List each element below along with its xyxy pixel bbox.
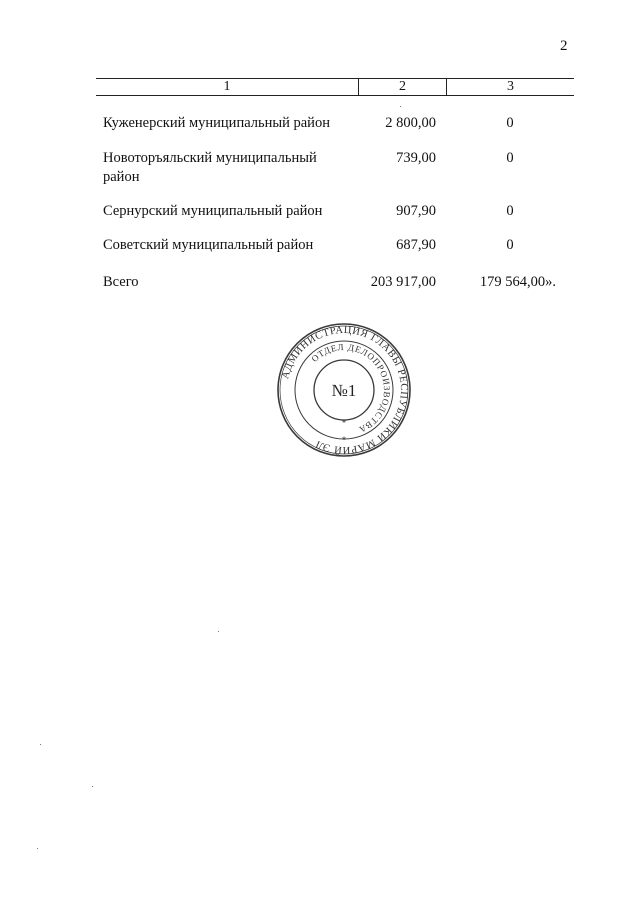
page-number: 2 (560, 38, 568, 54)
allocation-table (96, 78, 574, 290)
table-row (96, 114, 574, 133)
total-col-2: 203 917,00 (370, 274, 436, 290)
seal-star-outer: * (341, 435, 347, 445)
amount-col-3: 0 (506, 115, 514, 131)
header-col-2: 2 (358, 79, 446, 95)
header-col-3: 3 (446, 79, 574, 95)
district-name: Советский муниципальный район (103, 237, 314, 253)
total-label: Всего (103, 274, 139, 290)
total-col-3: 179 564,00». (479, 274, 556, 290)
table-header-row (96, 78, 574, 96)
scan-speck (37, 848, 38, 849)
seal-inner-text: ОТДЕЛ ДЕЛОПРОИЗВОДСТВА (309, 341, 393, 435)
amount-col-3: 0 (506, 237, 514, 253)
amount-col-2: 739,00 (396, 150, 436, 166)
amount-col-2: 907,90 (396, 203, 436, 219)
office-seal (276, 322, 412, 458)
table-total-row (96, 273, 574, 292)
seal-star-inner: * (341, 418, 347, 428)
header-col-1: 1 (223, 79, 231, 94)
amount-col-2: 2 800,00 (385, 115, 436, 131)
scan-speck (218, 631, 219, 632)
scan-speck (92, 786, 93, 787)
district-name: Куженерский муниципальный район (103, 115, 330, 131)
seal-center-number: №1 (331, 381, 357, 400)
amount-col-3: 0 (506, 203, 514, 219)
table-row (96, 236, 574, 255)
district-name: Новоторъяльский муниципальный район (103, 150, 317, 185)
scan-speck (40, 744, 41, 745)
amount-col-2: 687,90 (396, 237, 436, 253)
scan-speck (400, 106, 401, 107)
district-name: Сернурский муниципальный район (103, 203, 323, 219)
seal-outer-text: АДМИНИСТРАЦИЯ ГЛАВЫ РЕСПУБЛИКИ МАРИЙ ЭЛ (280, 324, 410, 456)
table-row (96, 149, 574, 187)
amount-col-3: 0 (506, 150, 514, 166)
table-row (96, 202, 574, 221)
